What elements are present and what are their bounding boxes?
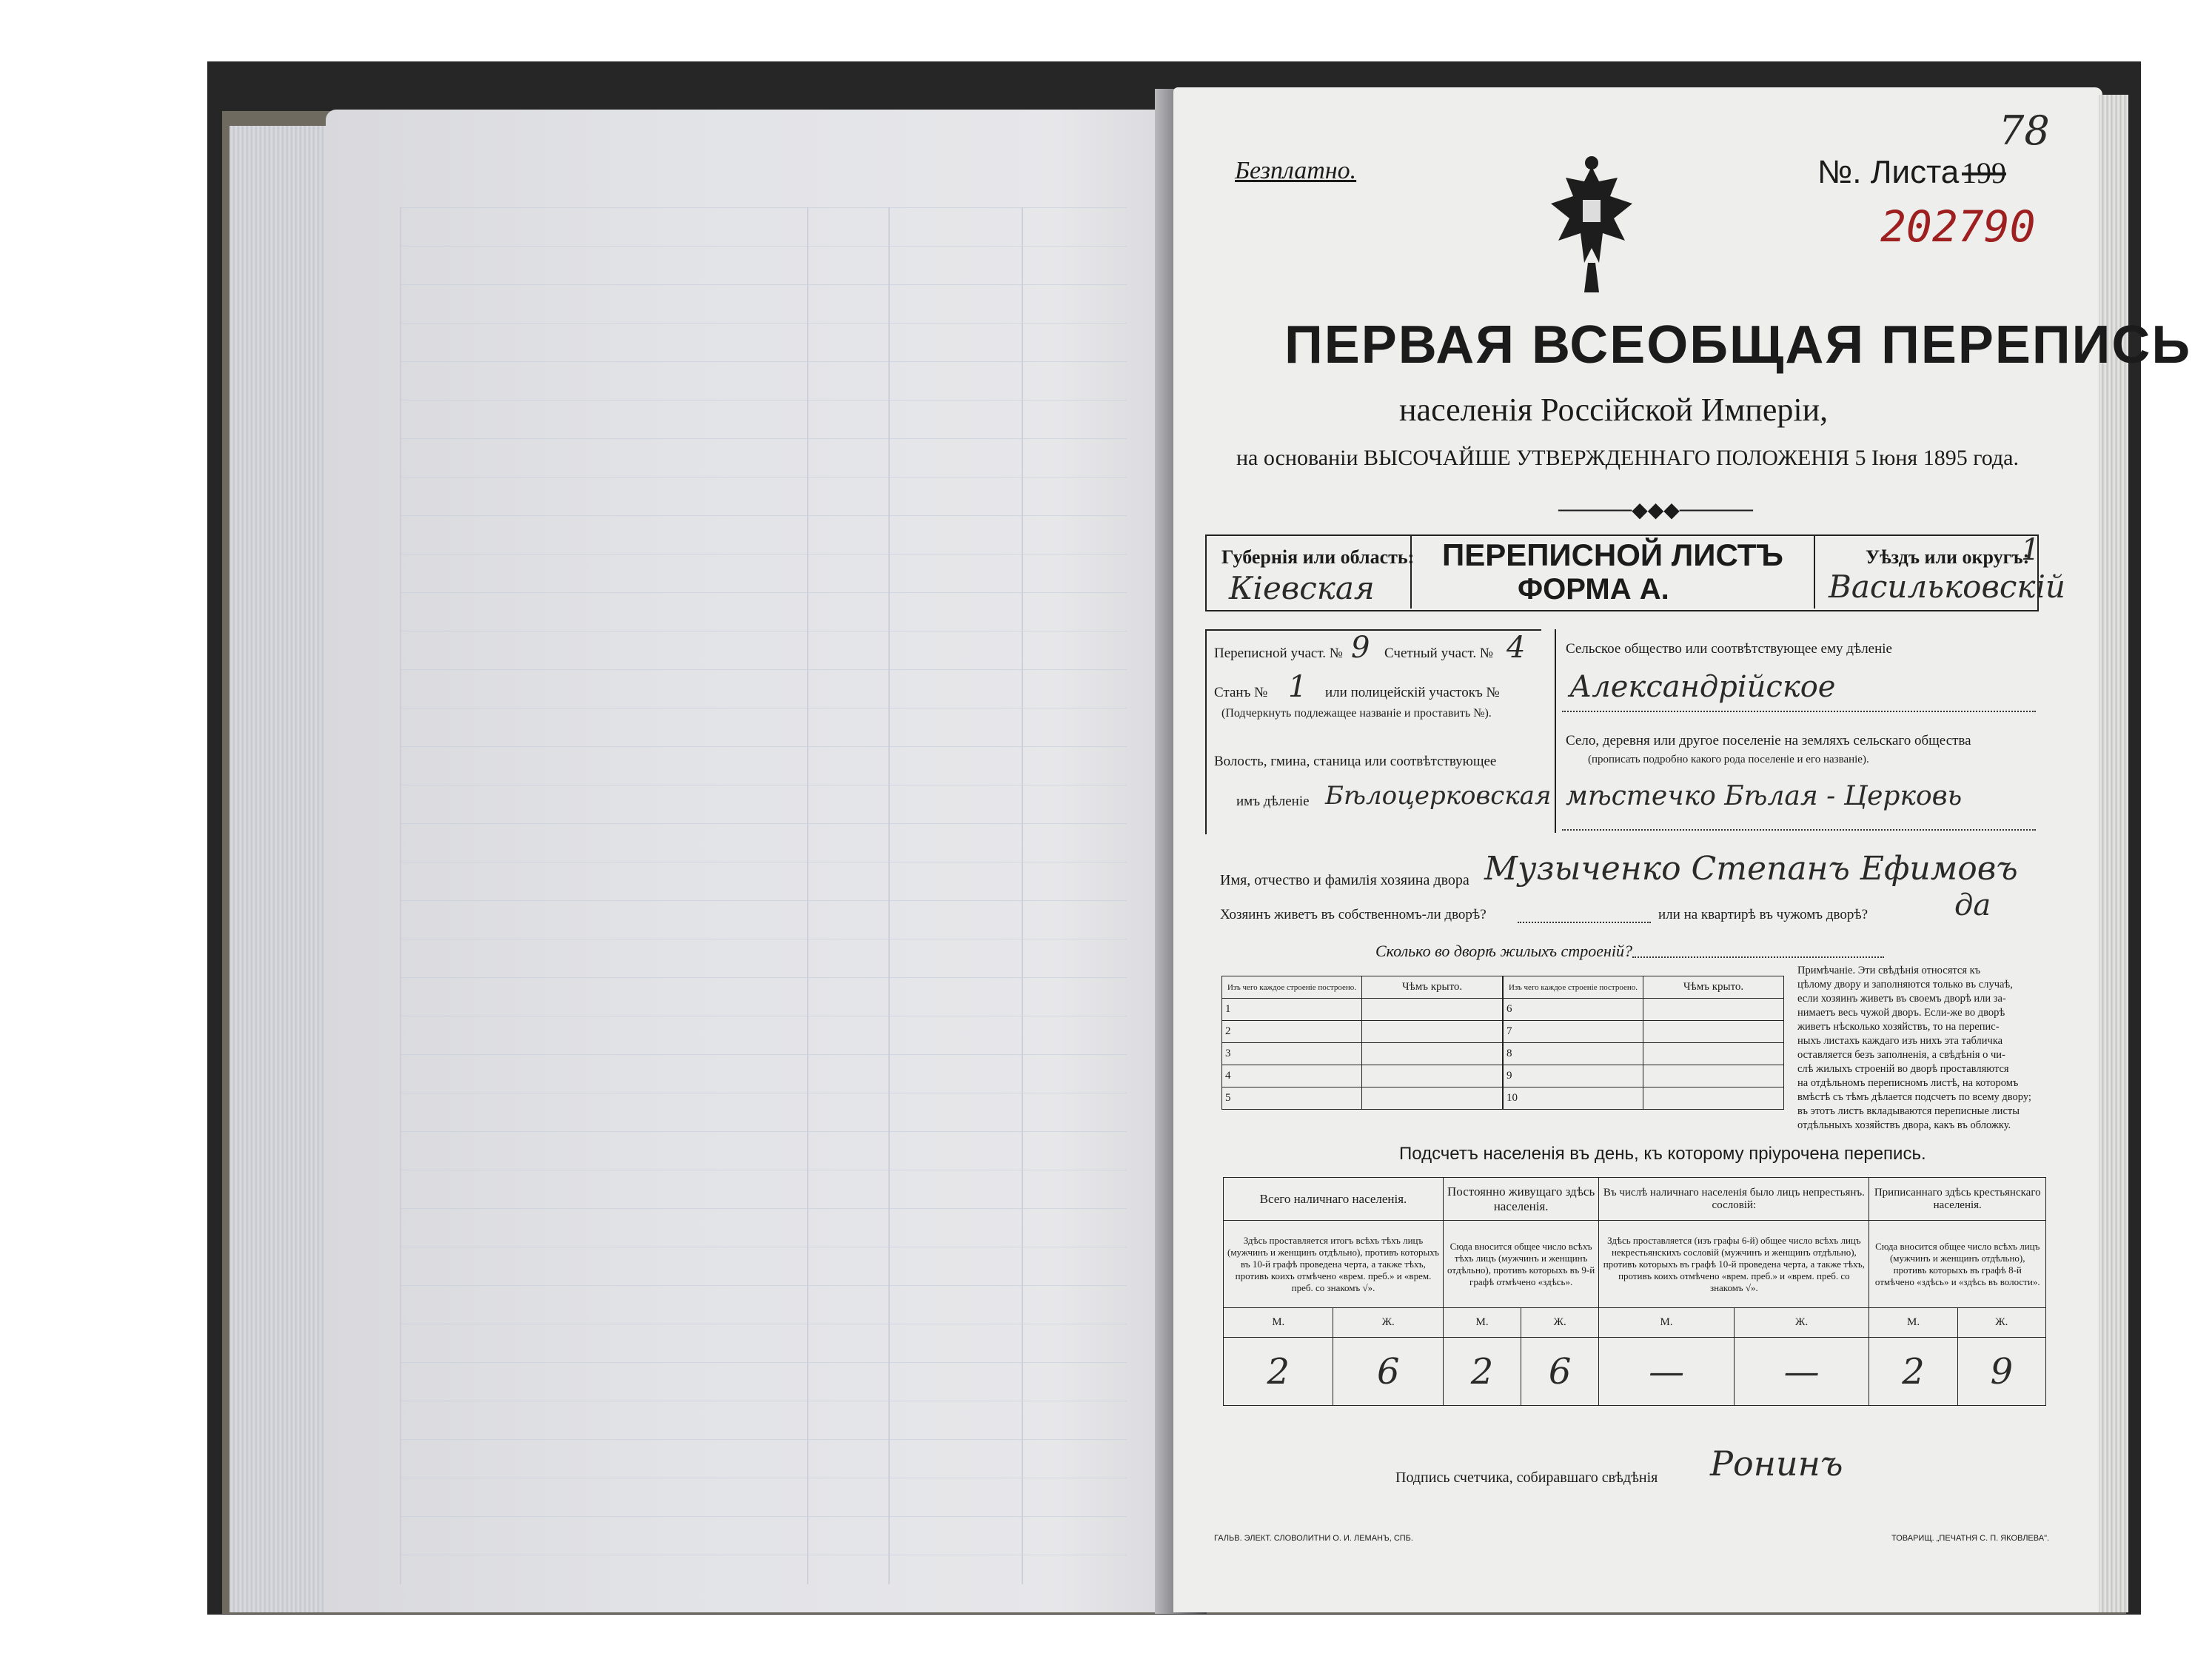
gubernia-label: Губернія или область: [1221,546,1415,568]
form-subtitle: ФОРМА А. [1518,573,1669,606]
footer-printer-left: ГАЛЬВ. ЭЛЕКТ. СЛОВОЛИТНИ О. И. ЛЕМАНЪ, СПБ. [1214,1534,1413,1543]
remark-line: отдѣльныхъ хозяйствъ двора, какъ въ обложку. [1797,1119,2011,1131]
sheet-number-label: №. Листа [1817,154,1960,190]
perepis-uchastok-label: Переписной участ. № [1214,646,1343,661]
left-grid-column-line [888,207,890,1584]
count-header-peasant: Приписаннаго здѣсь крестьянскаго населенія. [1869,1178,2046,1221]
footer-printer-right: ТОВАРИЩ. „ПЕЧАТНЯ С. П. ЯКОВЛЕВА". [1891,1534,2050,1543]
perepis-uchastok-value: 9 [1351,631,1370,665]
remark-line: въ этотъ листъ вкладываются переписные листы [1797,1105,2020,1117]
remark-line: цѣлому двору и заполняются только въ случаѣ, [1797,979,2013,991]
buildings-row-num: 7 [1504,1021,1643,1043]
remark-line: слѣ жилыхъ строеній во дворѣ проставляются [1797,1063,2009,1075]
uezd-mark: 1 [2021,533,2040,567]
selo-fill-line [1562,829,2036,831]
police-label: или полицейскій участокъ № [1325,685,1500,700]
census-title: ПЕРВАЯ ВСЕОБЩАЯ ПЕРЕПИСЬ [1284,315,2192,375]
remark-line: вмѣстѣ съ тѣмъ дѣлается подсчетъ по всему двору; [1797,1091,2031,1103]
count-value: 6 [1333,1338,1444,1406]
location-box-divider [1555,629,1558,833]
owner-lives-fill [1518,922,1651,923]
selo-value: мѣстечко Бѣлая - Церковь [1566,781,1963,811]
left-page-stack [229,126,333,1612]
remark-line: Примѣчаніе. Эти свѣдѣнія относятся къ [1797,965,1981,976]
buildings-row-num: 10 [1504,1087,1643,1110]
count-header-permanent: Постоянно живущаго здѣсь населенія. [1443,1178,1598,1221]
count-male-label: М. [1443,1308,1521,1338]
owner-name-label: Имя, отчество и фамилія хозяина двора [1220,872,1469,888]
count-male-label: М. [1869,1308,1957,1338]
volost-label-2: имъ дѣленіе [1236,794,1310,809]
volost-label: Волость, гмина, станица или соотвѣтствующее [1214,754,1497,769]
buildings-col-roof: Чѣмъ крыто. [1643,976,1784,999]
count-male-label: М. [1599,1308,1735,1338]
count-note: Здѣсь проставляется итогъ всѣхъ тѣхъ лицъ (мужчинъ и женщинъ отдѣльно), противъ которыхъ въ 10-й графѣ проведена черта, а также тѣхъ, противъ коихъ отмѣчено «врем. преб.» и «врем. преб. со знакомъ √». [1224,1221,1444,1308]
buildings-col-material: Изъ чего каждое строеніе построено. [1504,976,1643,999]
volost-value: Бѣлоцерковская [1325,781,1552,811]
uezd-label: Уѣздъ или округъ: [1866,546,2030,568]
count-value: 6 [1521,1338,1599,1406]
schet-uchastok-label: Счетный участ. № [1384,646,1493,661]
buildings-table-right [1503,976,1784,1110]
buildings-row-num: 4 [1222,1065,1362,1087]
owner-name-value: Музыченко Степанъ Ефимовъ [1484,850,2018,888]
count-value: 2 [1443,1338,1521,1406]
obshestvo-label: Сельское общество или соотвѣтствующее ему дѣленіе [1566,641,1892,657]
red-stamp-number: 202790 [1880,201,2036,252]
form-header-divider [1814,534,1817,609]
count-value: — [1599,1338,1735,1406]
gubernia-value: Кіевская [1229,570,1375,606]
count-value: 9 [1957,1338,2045,1406]
census-basis: на основаніи ВЫСОЧАЙШЕ УТВЕРЖДЕННАГО ПОЛОЖЕНІЯ 5 Іюня 1895 года. [1236,446,2019,470]
owner-rent-value: да [1954,888,1991,922]
count-female-label: Ж. [1957,1308,2045,1338]
census-subtitle: населенія Россійской Имперіи, [1399,392,1829,428]
buildings-row-num: 1 [1222,999,1362,1021]
owner-lives-label: Хозяинъ живетъ въ собственномъ-ли дворѣ? [1220,907,1487,922]
obshestvo-fill-line [1562,711,2036,712]
buildings-row-num: 3 [1222,1043,1362,1065]
count-header-non-peasant: Въ числѣ наличнаго населенія было лицъ непрестьянъ. сословій: [1599,1178,1869,1221]
signature-label: Подпись счетчика, собиравшаго свѣдѣнія [1395,1469,1658,1486]
count-note: Здѣсь проставляется (изъ графы 6-й) общее число всѣхъ лицъ некрестьянскихъ сословій (мужчинъ и женщинъ отдѣльно), противъ которыхъ въ графѣ 10-й проведена черта, а также тѣхъ, противъ коихъ отмѣчено «врем. преб.» и «врем. преб. со знакомъ √». [1599,1221,1869,1308]
selo-label: Село, деревня или другое поселеніе на земляхъ сельскаго общества [1566,733,1971,748]
count-title: Подсчетъ населенія въ день, къ которому пріурочена перепись. [1399,1144,1926,1164]
count-value: 2 [1869,1338,1957,1406]
selo-note: (прописать подробно какого рода поселеніе и его названіе). [1588,754,1869,765]
buildings-label: Сколько во дворѣ жилыхъ строеній? [1375,942,1632,960]
form-header-divider [1410,534,1413,609]
count-header-total: Всего наличнаго населенія. [1224,1178,1444,1221]
buildings-fill [1632,956,1884,958]
stan-label: Станъ № [1214,685,1268,700]
count-male-label: М. [1224,1308,1333,1338]
buildings-row-num: 8 [1504,1043,1643,1065]
sheet-number-handwritten: 78 [1999,107,2050,154]
remark-line: если хозяинъ живетъ въ своемъ дворѣ или за- [1797,993,2006,1005]
uezd-value: Васильковскій [1829,569,2065,605]
imperial-eagle-emblem [1547,152,1636,300]
buildings-table-left [1221,976,1503,1110]
buildings-row-num: 2 [1222,1021,1362,1043]
signature-value: Ронинъ [1710,1444,1843,1484]
underline-note: (Подчеркнуть подлежащее названіе и проставить №). [1221,707,1492,720]
ornament-divider: ─────◆◆◆───── [1558,499,1753,522]
form-title: ПЕРЕПИСНОЙ ЛИСТЪ [1442,537,1783,572]
remark-line: на отдѣльномъ переписномъ листѣ, на которомъ [1797,1077,2019,1089]
remark-line: нимаетъ весь чужой дворъ. Если-же во дворѣ [1797,1007,2005,1019]
owner-rent-label: или на квартирѣ въ чужомъ дворѣ? [1658,907,1869,922]
buildings-row-num: 6 [1504,999,1643,1021]
remark-line: оставляется безъ заполненія, а свѣдѣнія о чи- [1797,1049,2005,1061]
count-note: Сюда вносится общее число всѣхъ тѣхъ лицъ (мужчинъ и женщинъ отдѣльно), противъ которыхъ въ 9-й графѣ отмѣчено «здѣсь». [1443,1221,1598,1308]
stan-value: 1 [1288,670,1307,704]
count-female-label: Ж. [1333,1308,1444,1338]
left-grid-column-line [1022,207,1023,1584]
obshestvo-value: Александрійское [1569,670,1836,704]
count-value: — [1734,1338,1869,1406]
count-note: Сюда вносится общее число всѣхъ лицъ (мужчинъ и женщинъ отдѣльно), противъ которыхъ въ графѣ 8-й отмѣчено «здѣсь» и «здѣсь въ волости». [1869,1221,2046,1308]
schet-uchastok-value: 4 [1506,631,1526,665]
count-female-label: Ж. [1734,1308,1869,1338]
buildings-row-num: 9 [1504,1065,1643,1087]
free-label: Безплатно. [1235,157,1357,184]
remark-line: живетъ нѣсколько хозяйствъ, то на перепис- [1797,1021,2000,1033]
remark-note [1797,964,2049,1133]
buildings-row-num: 5 [1222,1087,1362,1110]
remark-line: ныхъ листахъ каждаго изъ нихъ эта табличка [1797,1035,2003,1047]
sheet-number-struck: 199 [1962,156,2006,190]
buildings-col-material: Изъ чего каждое строеніе построено. [1222,976,1362,999]
population-count-table [1223,1177,2046,1406]
buildings-col-roof: Чѣмъ крыто. [1362,976,1503,999]
count-value: 2 [1224,1338,1333,1406]
left-page-faint-grid [400,207,1127,1584]
left-grid-column-line [807,207,808,1584]
count-female-label: Ж. [1521,1308,1599,1338]
